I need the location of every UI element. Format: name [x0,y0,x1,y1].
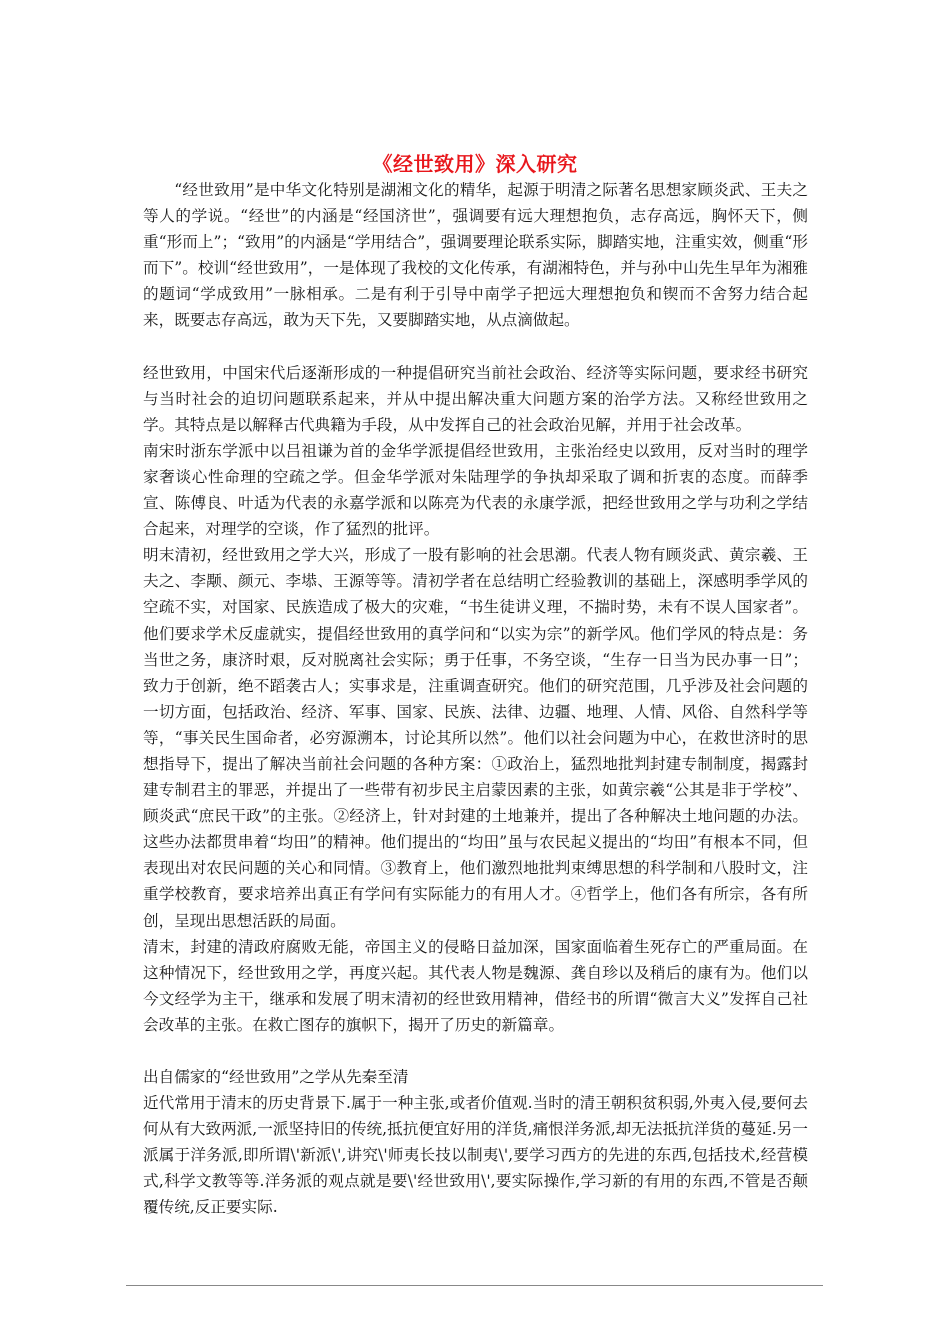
paragraph-southern-song: 南宋时浙东学派中以吕祖谦为首的金华学派提倡经世致用，主张治经史以致用，反对当时的理学家奢谈心性命理的空疏之学。但金华学派对朱陆理学的争执却采取了调和折衷的态度。而薛季宣、陈傅良、叶适为代表的永嘉学派和以陈亮为代表的永康学派，把经世致用之学与功利之学结合起来，对理学的空谈，作了猛烈的批评。 [143,441,808,539]
paragraph-definition: 经世致用，中国宋代后逐渐形成的一种提倡研究当前社会政治、经济等实际问题，要求经书研究与当时社会的迫切问题联系起来，并从中提出解决重大问题方案的治学方法。又称经世致用之学。其特点是以解释古代典籍为手段，从中发挥自己的社会政治见解，并用于社会改革。 [143,363,808,434]
paragraph-modern: 近代常用于清末的历史背景下.属于一种主张,或者价值观.当时的清王朝积贫积弱,外夷入侵,要何去何从有大致两派,一派坚持旧的传统,抵抗便宜好用的洋货,痛恨洋务派,却无法抵抗洋货的蔓延.另一派属于洋务派,即所谓\'新派\',讲究\'师夷长技以制夷\',要学习西方的先进的东西,包括技术,经营模式,科学文教等等.洋务派的观点就是要\'经世致用\',要实际操作,学习新的有用的东西,不管是否颠覆传统,反正要实际. [143,1094,808,1217]
paragraph-gap [143,1038,808,1064]
paragraph-origin: 出自儒家的“经世致用”之学从先秦至清 [143,1068,409,1086]
paragraph-intro: “经世致用”是中华文化特别是湖湘文化的精华，起源于明清之际著名思想家顾炎武、王夫之等人的学说。“经世”的内涵是“经国济世”，强调要有远大理想抱负，志存高远，胸怀天下，侧重“形而上”；“致用”的内涵是“学用结合”，强调要理论联系实际，脚踏实地，注重实效，侧重“形而下”。校训“经世致用”，一是体现了我校的文化传承，有湖湘特色，并与孙中山先生早年为湘雅的题词“学成致用”一脉相承。二是有利于引导中南学子把远大理想抱负和锲而不舍努力结合起来，既要志存高远，敢为天下先，又要脚踏实地，从点滴做起。 [143,181,808,330]
document-title: 《经世致用》深入研究 [372,152,578,176]
paragraph-gap [143,334,808,360]
footer-divider [126,1285,823,1286]
paragraph-late-qing: 清末，封建的清政府腐败无能，帝国主义的侵略日益加深，国家面临着生死存亡的严重局面。在这种情况下，经世致用之学，再度兴起。其代表人物是魏源、龚自珍以及稍后的康有为。他们以今文经学为主干，继承和发展了明末清初的经世致用精神，借经书的所谓“微言大义”发挥自己社会改革的主张。在救亡图存的旗帜下，揭开了历史的新篇章。 [143,937,808,1034]
paragraph-ming-qing: 明末清初，经世致用之学大兴，形成了一股有影响的社会思潮。代表人物有顾炎武、黄宗羲、王夫之、李颙、颜元、李塨、王源等等。清初学者在总结明亡经验教训的基础上，深感明季学风的空疏不实，对国家、民族造成了极大的灾难，“书生徒讲义理，不揣时势，未有不误人国家者”。他们要求学术反虚就实，提倡经世致用的真学问和“以实为宗”的新学风。他们学风的特点是：务当世之务，康济时艰，反对脱离社会实际；勇于任事，不务空谈，“生存一日当为民办事一日”；致力于创新，绝不蹈袭古人；实事求是，注重调查研究。他们的研究范围，几乎涉及社会问题的一切方面，包括政治、经济、军事、国家、民族、法律、边疆、地理、人情、风俗、自然科学等等，“事关民生国命者，必穷源溯本，讨论其所以然”。他们以社会问题为中心，在救世济时的思想指导下，提出了解决当前社会问题的各种方案：①政治上，猛烈地批判封建专制制度，揭露封建专制君主的罪恶，并提出了一些带有初步民主启蒙因素的主张，如黄宗羲“公其是非于学校”、顾炎武“庶民干政”的主张。②经济上，针对封建的土地兼并，提出了各种解决土地问题的办法。这些办法都贯串着“均田”的精神。他们提出的“均田”虽与农民起义提出的“均田”有根本不同，但表现出对农民问题的关心和同情。③教育上，他们激烈地批判束缚思想的科学制和八股时文，注重学校教育，要求培养出真正有学问有实际能力的有用人才。④哲学上，他们各有所宗，各有所创，呈现出思想活跃的局面。 [143,546,808,930]
document-body [143,177,808,1221]
